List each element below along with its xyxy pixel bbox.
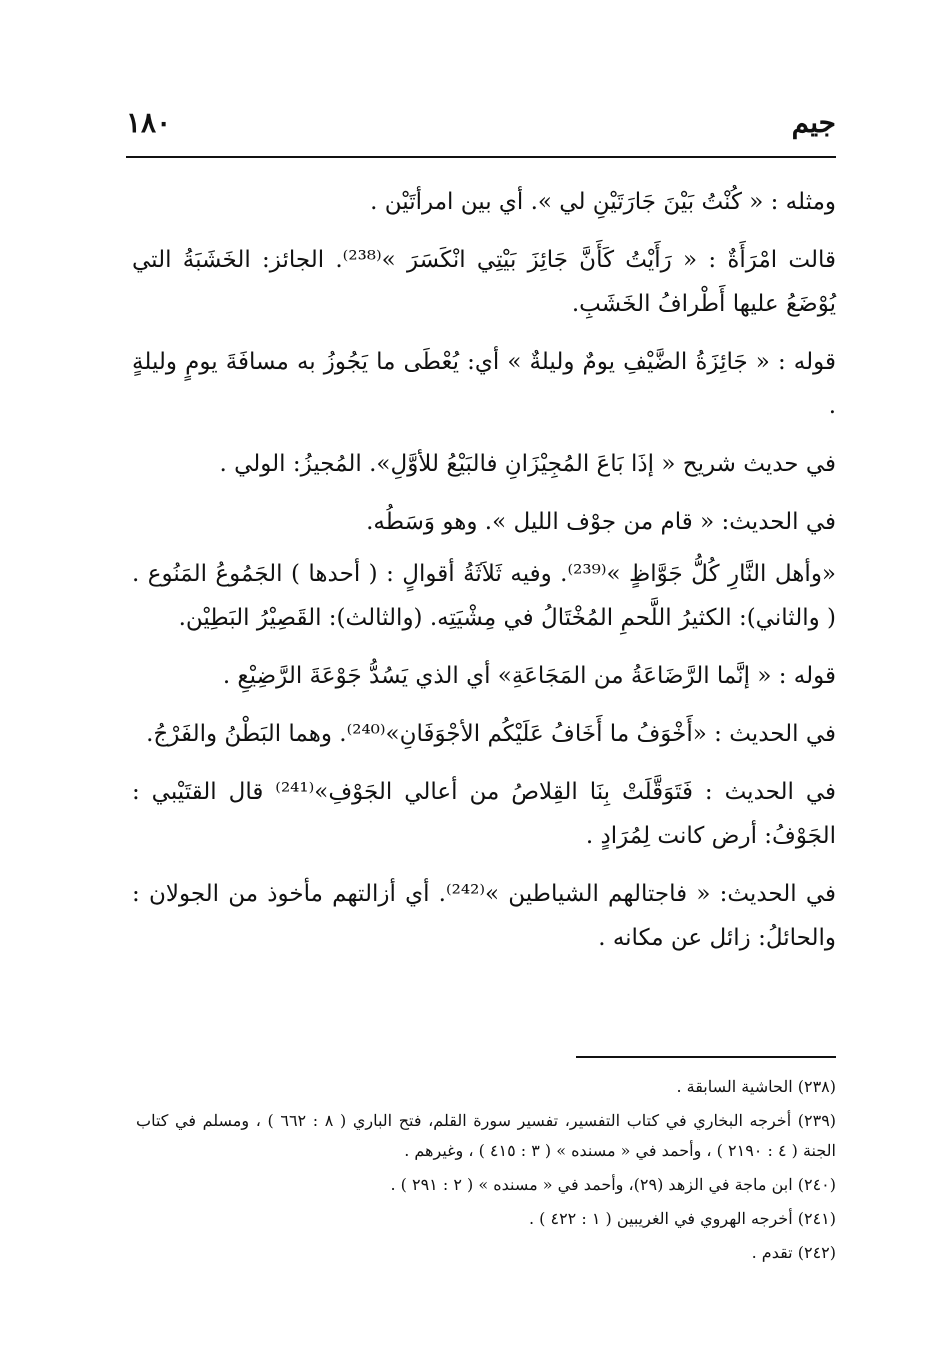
footnote: (٢٣٩) أخرجه البخاري في كتاب التفسير، تفسير سورة القلم، فتح الباري ( ٨ : ٦٦٢ ) ، ومسلم في كتاب الجنة ( ٤ : ٢١٩٠ ) ، وأحمد في « مسنده » ( ٣ : ٤١٥ ) ، وغيرهم . [136,1111,837,1160]
paragraph: ومثله : « كُنْتُ بَيْنَ جَارَتَيْنِ لي ». أي بين امرأتَيْن . [370,189,836,215]
page-header [126,96,836,158]
paragraph: في حديث شريح « إذَا بَاعَ المُجِيْزَانِ فالبَيْعُ للأوَّلِ». المُجيزُ: الولي . [219,451,836,477]
paragraph: قالت امْرَأَةٌ : « رَأَيْتُ كَأَنَّ جَائِزَ بَيْتِي انْكَسَرَ »⁽²³⁸⁾. الجائز: الخَشَبَةُ التي يُوْضَعُ عليها أَطْرافُ الخَشَبِ. [132,247,836,317]
footnotes [136,1072,836,1272]
footnote-divider [576,1056,836,1058]
paragraph: في الحديث: « فاجتالهم الشياطين »⁽²⁴²⁾. أي أزالتهم مأخوذ من الجولان : والحائلُ: زائل عن مكانه . [132,881,836,951]
footnote: (٢٤٠) ابن ماجة في الزهد (٢٩)، وأحمد في « مسنده » ( ٢ : ٢٩١ ) . [390,1175,836,1194]
paragraph: في الحديث: « قام من جوْف الليل ». وهو وَسَطُه. [366,509,836,535]
paragraph: قوله : « جَائِزَةُ الضَّيْفِ يومٌ وليلةٌ » أي: يُعْطَى ما يَجُوزُ به مسافَةَ يومٍ وليلةٍ . [132,349,836,419]
footnote: (٢٣٨) الحاشية السابقة . [676,1077,836,1096]
paragraph: في الحديث : «أَخْوَفُ ما أَخَافُ عَلَيْكُم الأجْوَفَانِ»⁽²⁴⁰⁾. وهما البَطْنُ والفَرْجُ. [146,721,836,747]
section-title: جيم [791,106,836,139]
paragraph: «وأهل النَّارِ كُلُّ جَوَّاظٍ »⁽²³⁹⁾. وفيه ثَلاَثَةُ أقوالٍ : ( أحدها ) الجَمُوعُ المَنُوع . ( والثاني): الكثيرُ اللَّحمِ المُخْتَالُ في مِشْيَتِه. (والثالث): القَصِيْرُ البَطِيْن. [132,561,836,631]
page-number: ١٨٠ [126,106,172,139]
paragraph: قوله : « إنَّما الرَّضَاعَةُ من المَجَاعَةِ» أي الذي يَسُدُّ جَوْعَةَ الرَّضِيْعِ . [222,663,836,689]
paragraph: في الحديث : فَتَوَقَّلَتْ بِنَا القِلاصُ من أعالي الجَوْفِ»⁽²⁴¹⁾ قال القتَيْبي : الجَوْفُ: أرض كانت لِمُرَادٍ . [132,779,836,849]
footnote: (٢٤٢) تقدم . [751,1243,836,1262]
main-text [132,180,836,974]
footnote: (٢٤١) أخرجه الهروي في الغريبين ( ١ : ٤٢٢ ) . [528,1209,836,1228]
